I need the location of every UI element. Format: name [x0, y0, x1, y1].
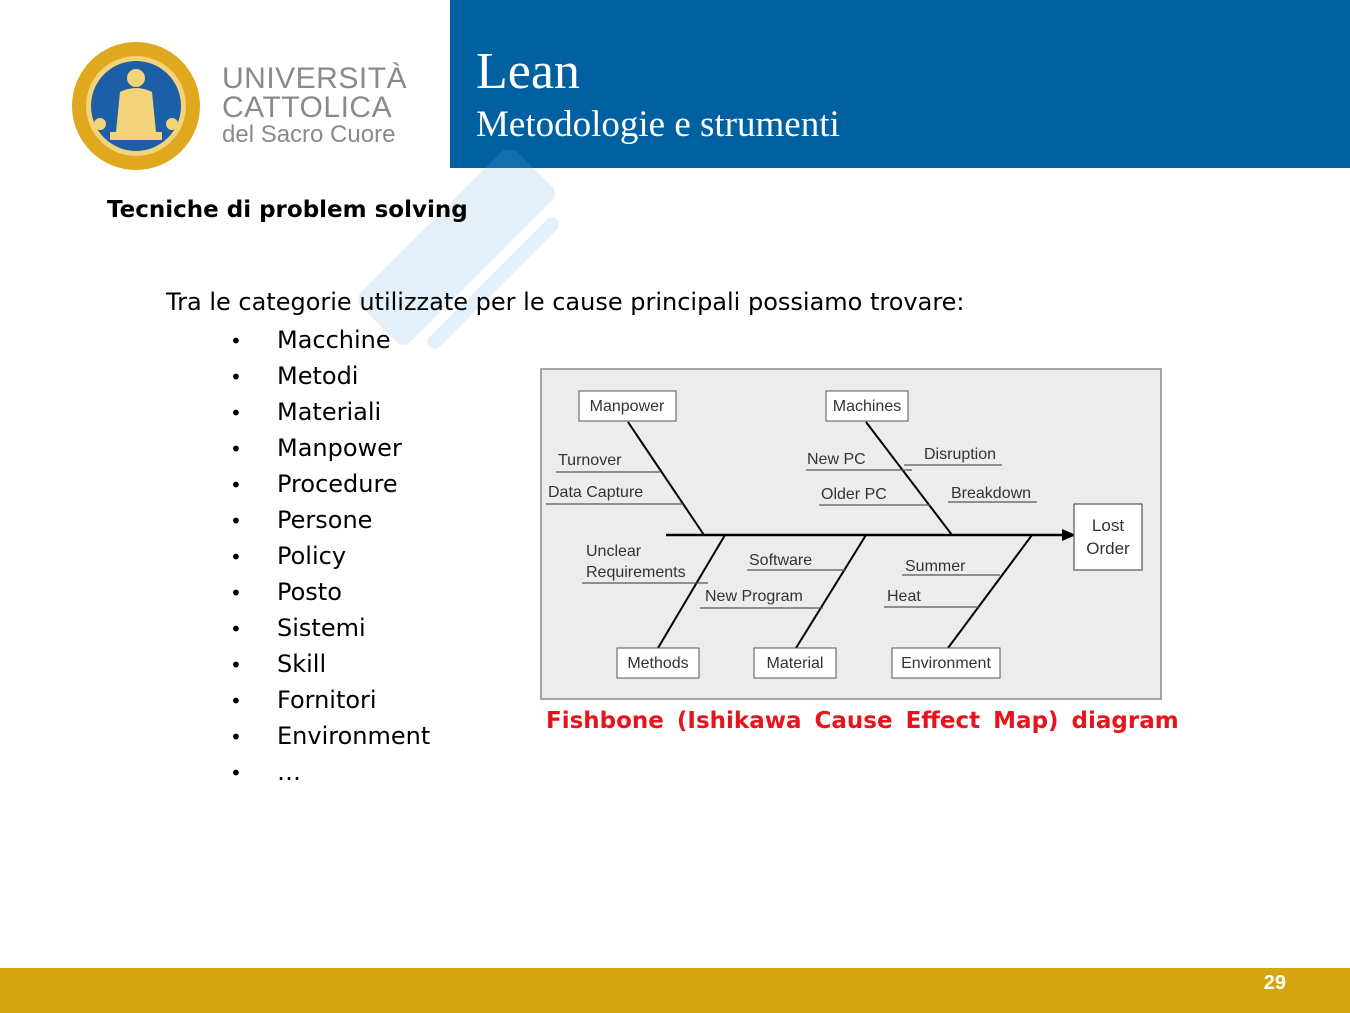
category-list [230, 322, 430, 790]
effect-label-line-1: Lost [1091, 516, 1125, 535]
bullet-icon: • [230, 437, 242, 461]
category-machines: Machines [832, 398, 902, 415]
bullet-icon: • [230, 617, 242, 641]
effect-box [1074, 504, 1142, 570]
list-item [230, 430, 430, 466]
university-line-1: UNIVERSITÀ [222, 62, 408, 95]
list-item-label: Manpower [277, 434, 402, 462]
section-title: Tecniche di problem solving [107, 197, 468, 223]
list-item-label: Policy [277, 542, 347, 570]
list-item [230, 574, 430, 610]
list-item [230, 466, 430, 502]
bullet-icon: • [230, 329, 242, 353]
list-item-label: Environment [277, 722, 431, 750]
list-item [230, 718, 430, 754]
bullet-icon: • [230, 545, 242, 569]
list-item-label: … [277, 758, 301, 786]
intro-text: Tra le categorie utilizzate per le cause principali possiamo trovare: [166, 288, 965, 316]
effect-label-line-2: Order [1086, 539, 1130, 558]
bullet-icon: • [230, 473, 242, 497]
list-item [230, 394, 430, 430]
cause-heat: Heat [887, 588, 921, 605]
list-item-label: Metodi [277, 362, 359, 390]
list-item [230, 754, 430, 790]
list-item [230, 646, 430, 682]
list-item-label: Posto [277, 578, 342, 606]
list-item-label: Sistemi [277, 614, 366, 642]
page-number: 29 [1263, 972, 1286, 994]
cause-new-pc: New PC [807, 451, 866, 468]
cause-turnover: Turnover [558, 452, 622, 469]
fishbone-diagram [540, 368, 1162, 700]
university-line-3: del Sacro Cuore [222, 121, 396, 148]
cause-software: Software [749, 552, 813, 569]
footer-band [0, 968, 1350, 1013]
bullet-icon: • [230, 689, 242, 713]
list-item [230, 502, 430, 538]
category-methods: Methods [627, 655, 689, 672]
list-item-label: Procedure [277, 470, 398, 498]
list-item [230, 322, 430, 358]
diagram-caption: Fishbone (Ishikawa Cause Effect Map) diagram [546, 708, 1179, 734]
list-item-label: Skill [277, 650, 327, 678]
bullet-icon: • [230, 653, 242, 677]
cause-unclear-line-1: Unclear [586, 543, 642, 560]
university-line-2: CATTOLICA [222, 91, 393, 124]
cause-summer: Summer [905, 558, 966, 575]
bullet-icon: • [230, 761, 242, 785]
university-name [222, 64, 407, 148]
slide-title: Lean [476, 43, 580, 100]
category-environment: Environment [901, 655, 991, 672]
bullet-icon: • [230, 725, 242, 749]
title-band [450, 0, 1350, 168]
cause-data-capture: Data Capture [548, 484, 644, 501]
cause-disruption: Disruption [924, 446, 997, 463]
bullet-icon: • [230, 581, 242, 605]
category-material: Material [766, 655, 824, 672]
bullet-icon: • [230, 401, 242, 425]
list-item-label: Materiali [277, 398, 382, 426]
slide-subtitle: Metodologie e strumenti [476, 104, 840, 145]
bullet-icon: • [230, 365, 242, 389]
cause-older-pc: Older PC [821, 486, 887, 503]
list-item [230, 610, 430, 646]
category-manpower: Manpower [589, 398, 665, 415]
list-item [230, 538, 430, 574]
bullet-icon: • [230, 509, 242, 533]
list-item-label: Fornitori [277, 686, 377, 714]
cause-breakdown: Breakdown [951, 485, 1032, 502]
cause-unclear-line-2: Requirements [586, 564, 686, 581]
list-item [230, 682, 430, 718]
watermark-icon [330, 150, 590, 350]
list-item [230, 358, 430, 394]
cause-new-program: New Program [705, 588, 803, 605]
university-logo [70, 38, 410, 170]
list-item-label: Persone [277, 506, 373, 534]
university-seal-icon [70, 40, 202, 172]
list-item-label: Macchine [277, 326, 391, 354]
